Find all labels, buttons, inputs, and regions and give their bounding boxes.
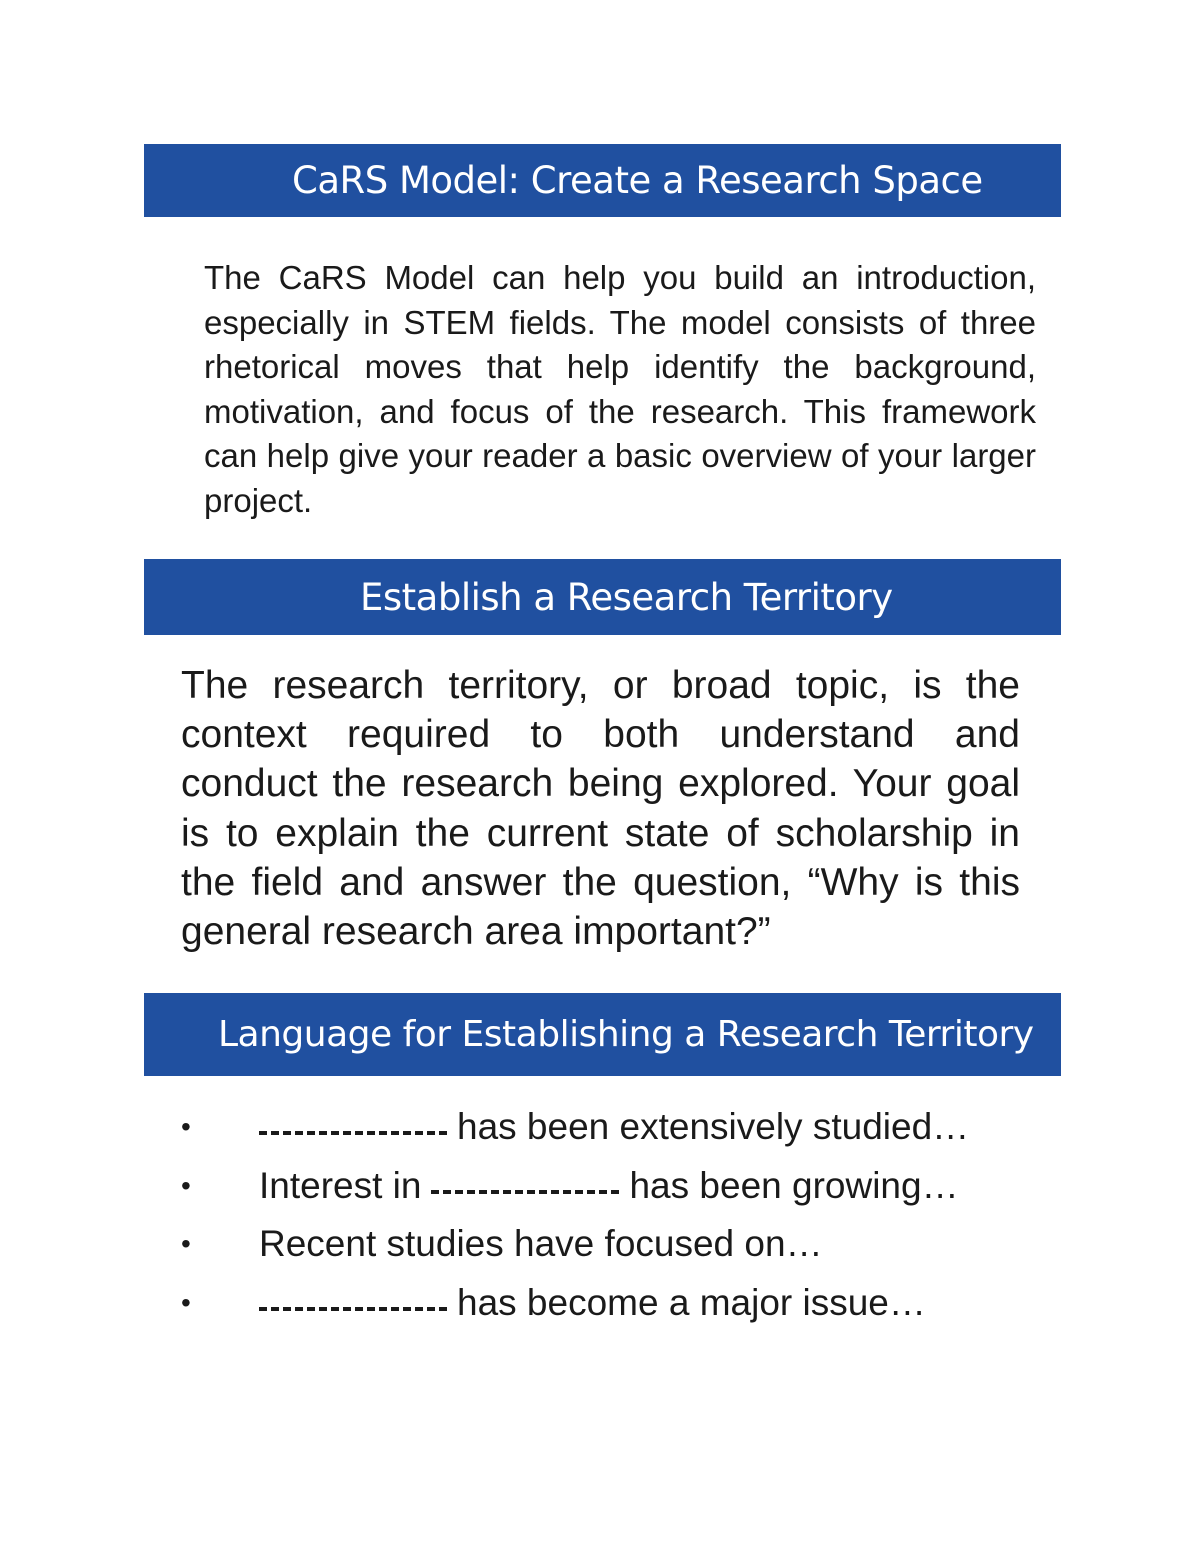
bullet: • xyxy=(181,1286,191,1318)
cars-model-heading: CaRS Model: Create a Research Space xyxy=(292,159,983,202)
list-item xyxy=(181,1101,1061,1160)
bullet: • xyxy=(181,1169,191,1201)
fill-in-blank xyxy=(259,1277,447,1311)
list-item xyxy=(181,1218,1061,1277)
language-heading-banner xyxy=(144,993,1061,1076)
territory-paragraph: The research territory, or broad topic, is the context required to both understand and conduct the research being explored. Your goal is to explain the current state of scholarship in the field and answer the question, “Why is this general research area important?” xyxy=(181,664,1020,954)
language-heading: Language for Establishing a Research Territory xyxy=(218,1014,1034,1055)
territory-heading-banner xyxy=(144,559,1061,635)
bullet: • xyxy=(181,1228,191,1259)
list-item xyxy=(181,1277,1061,1336)
list-item xyxy=(181,1160,1061,1219)
phrase-text: has been growing… xyxy=(629,1164,959,1206)
fill-in-blank xyxy=(259,1101,447,1135)
phrase-text: Recent studies have focused on… xyxy=(259,1223,823,1264)
cars-model-intro-paragraph: The CaRS Model can help you build an introduction, especially in STEM fields. The model consists of three rhetorical moves that help identify the background, motivation, and focus of the research. This framework can help give your reader a basic overview of your larger project. xyxy=(204,259,1036,519)
phrase-text: has become a major issue… xyxy=(457,1281,926,1323)
fill-in-blank xyxy=(431,1160,619,1194)
phrase-text: has been extensively studied… xyxy=(457,1106,970,1147)
phrase-text: Interest in xyxy=(259,1164,422,1206)
territory-heading: Establish a Research Territory xyxy=(360,575,893,619)
cars-model-heading-banner xyxy=(144,144,1061,217)
phrase-list xyxy=(181,1101,1061,1335)
bullet: • xyxy=(181,1111,191,1142)
